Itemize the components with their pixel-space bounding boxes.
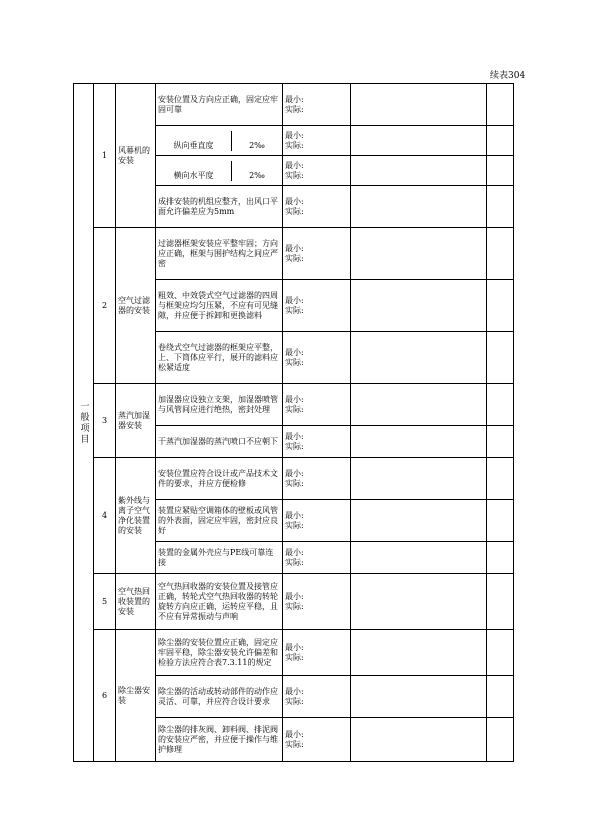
min-actual-label: 最小: 实际: [283,542,351,574]
min-actual-label: 最小: 实际: [283,156,351,186]
group-number: 1 [94,84,116,228]
result-cell[interactable] [351,332,487,384]
group-number: 3 [94,384,116,458]
requirement-text: 粗效、中效袋式空气过滤器的四周与框架应均匀压紧，不应有可见缝隙，并应便于拆卸和更换滤料 [156,280,283,332]
min-actual-label: 最小: 实际: [283,676,351,718]
requirement-text: 横向水平度 [156,161,232,181]
result-cell[interactable] [351,426,487,458]
min-actual-label: 最小: 实际: [283,332,351,384]
group-name: 紫外线与离子空气净化装置的安装 [116,458,156,574]
result-cell[interactable] [351,228,487,280]
result-cell[interactable] [351,574,487,630]
requirement-text: 成排安装的机组应整齐，出风口平面允许偏差应为5mm [156,186,283,228]
result-cell[interactable] [351,156,487,186]
group-number: 2 [94,228,116,384]
min-actual-label: 最小: 实际: [283,500,351,542]
result-cell[interactable] [351,458,487,500]
min-actual-label: 最小: 实际: [283,280,351,332]
result-cell[interactable] [351,186,487,228]
requirement-text: 除尘器的排灰阀、卸料阀、排泥阀的安装应严密，并应便于操作与维护修理 [156,718,283,762]
result-cell[interactable] [351,500,487,542]
requirement-text: 装置的金属外壳应与PE线可靠连接 [156,542,283,574]
requirement-text: 装置应紧贴空调箱体的壁板或风管的外表面，固定应牢固，密封应良好 [156,500,283,542]
group-name: 空气过滤器的安装 [116,228,156,384]
group-number: 6 [94,630,116,762]
min-actual-label: 最小: 实际: [283,186,351,228]
group-name: 蒸汽加湿器安装 [116,384,156,458]
group-number: 4 [94,458,116,574]
group-number: 5 [94,574,116,630]
requirement-text: 卷绕式空气过滤器的框架应平整，上、下筒体应平行，展开的滤料应松紧适度 [156,332,283,384]
min-actual-label: 最小: 实际: [283,630,351,676]
result-cell[interactable] [351,718,487,762]
remark-cell[interactable] [487,718,514,762]
remark-cell[interactable] [487,542,514,574]
requirement-text: 安装位置应符合设计或产品技术文件的要求，并应方便检修 [156,458,283,500]
group-name: 除尘器安装 [116,630,156,762]
requirement-text: 除尘器的安装位置应正确，固定应牢固平稳，除尘器安装允许偏差和检验方法应符合表7.3.11的规定 [156,630,283,676]
requirement-text: 纵向垂直度 [156,131,232,151]
min-actual-label: 最小: 实际: [283,126,351,156]
result-cell[interactable] [351,84,487,126]
result-cell[interactable] [351,542,487,574]
group-name: 风幕机的安装 [116,84,156,228]
min-actual-label: 最小: 实际: [283,84,351,126]
tolerance-value: 2‰ [249,140,265,150]
result-cell[interactable] [351,280,487,332]
result-cell[interactable] [351,384,487,426]
tolerance-value: 2‰ [249,170,265,180]
remark-cell[interactable] [487,186,514,228]
min-actual-label: 最小: 实际: [283,228,351,280]
remark-cell[interactable] [487,630,514,676]
remark-cell[interactable] [487,84,514,126]
inspection-table [73,83,514,762]
requirement-text: 加湿器应设独立支架，加湿器喷管与风管间应进行绝热，密封处理 [156,384,283,426]
continuation-label: 续表304 [490,71,526,81]
remark-cell[interactable] [487,676,514,718]
requirement-text: 安装位置及方向应正确，固定应牢固可靠 [156,84,283,126]
remark-cell[interactable] [487,384,514,426]
min-actual-label: 最小: 实际: [283,426,351,458]
requirement-text: 干蒸汽加湿器的蒸汽喷口不应朝下 [156,426,283,458]
min-actual-label: 最小: 实际: [283,458,351,500]
group-name: 空气热回收装置的安装 [116,574,156,630]
min-actual-label: 最小: 实际: [283,718,351,762]
remark-cell[interactable] [487,228,514,280]
remark-cell[interactable] [487,126,514,156]
remark-cell[interactable] [487,426,514,458]
requirement-text: 除尘器的活动或转动部件的动作应灵活、可靠，并应符合设计要求 [156,676,283,718]
remark-cell[interactable] [487,500,514,542]
remark-cell[interactable] [487,458,514,500]
requirement-text: 过滤器框架安装应平整牢固；方向应正确，框架与围护结构之间应严密 [156,228,283,280]
requirement-text: 空气热回收器的安装位置及接管应正确，转轮式空气热回收器的转轮旋转方向应正确，运转应平稳，且不应有异常振动与声响 [156,574,283,630]
min-actual-label: 最小: 实际: [283,574,351,630]
category-label: 一般项目 [74,84,94,762]
remark-cell[interactable] [487,156,514,186]
remark-cell[interactable] [487,574,514,630]
result-cell[interactable] [351,676,487,718]
result-cell[interactable] [351,630,487,676]
result-cell[interactable] [351,126,487,156]
remark-cell[interactable] [487,332,514,384]
min-actual-label: 最小: 实际: [283,384,351,426]
remark-cell[interactable] [487,280,514,332]
